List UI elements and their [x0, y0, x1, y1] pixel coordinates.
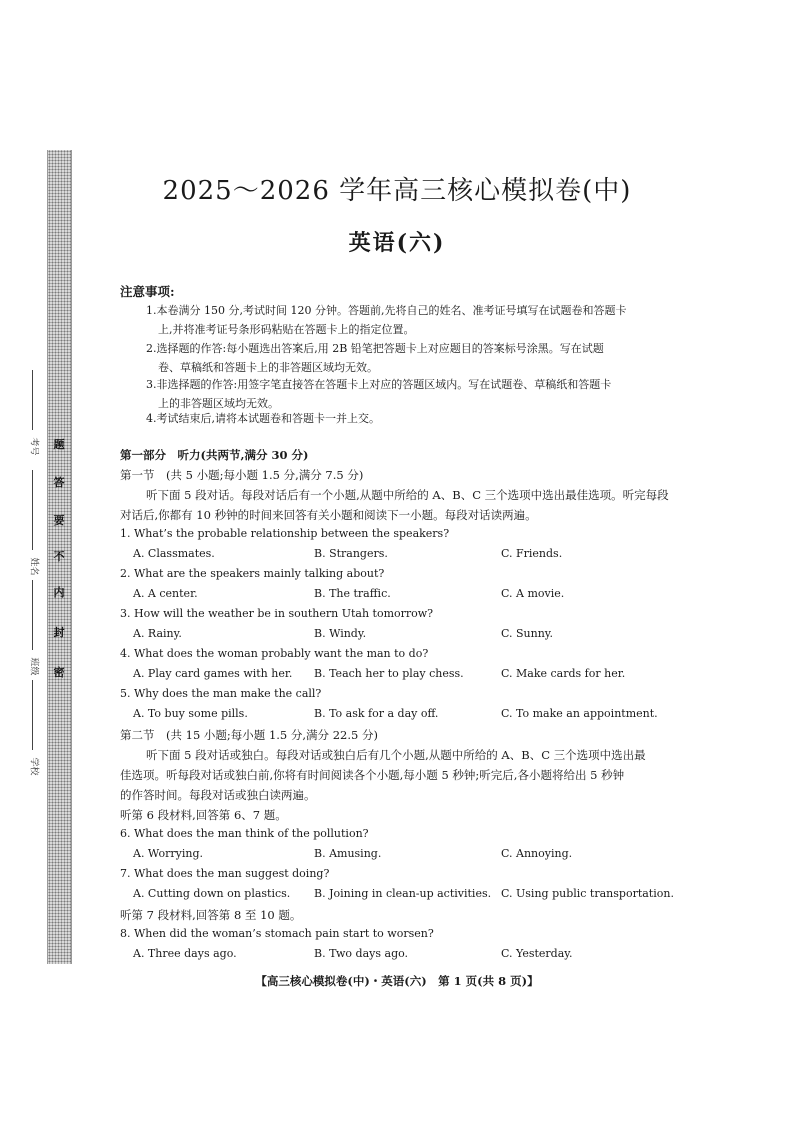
part1-heading: 第一部分 听力(共两节,满分 30 分): [120, 448, 309, 462]
id-blank-line: [32, 470, 33, 550]
margin-label: 姓名: [28, 557, 39, 576]
page-footer: 【高三核心模拟卷(中)・英语(六) 第 1 页(共 8 页)】: [255, 974, 539, 988]
option-a: A. A center.: [133, 587, 198, 600]
material-note: 听第 6 段材料,回答第 6、7 题。: [120, 808, 287, 822]
seal-char: 密: [53, 666, 65, 679]
question-stem: 5. Why does the man make the call?: [120, 687, 322, 700]
option-b: B. Two days ago.: [314, 947, 409, 960]
notice-line: 4.考试结束后,请将本试题卷和答题卡一并上交。: [146, 412, 380, 425]
option-a: A. Worrying.: [133, 847, 203, 860]
option-b: B. Teach her to play chess.: [314, 667, 464, 680]
seal-char: 内: [53, 586, 65, 599]
option-a: A. Rainy.: [133, 627, 182, 640]
option-a: A. To buy some pills.: [133, 707, 248, 720]
question-stem: 3. How will the weather be in southern Utah tomorrow?: [120, 607, 434, 620]
seal-char: 答: [53, 476, 65, 489]
option-a: A. Cutting down on plastics.: [133, 887, 291, 900]
option-c: C. Sunny.: [501, 627, 554, 640]
seal-char: 要: [53, 514, 65, 527]
question-stem: 6. What does the man think of the pollution?: [120, 827, 369, 840]
option-b: B. Amusing.: [314, 847, 382, 860]
option-c: C. Yesterday.: [501, 947, 573, 960]
notice-line: 2.选择题的作答:每小题选出答案后,用 2B 铅笔把答题卡上对应题目的答案标号涂黑。写在试题: [146, 342, 604, 355]
option-c: C. A movie.: [501, 587, 565, 600]
school-blank-line: [32, 680, 33, 750]
margin-label: 学校: [28, 757, 39, 776]
option-c: C. Friends.: [501, 547, 563, 560]
notice-line: 3.非选择题的作答:用签字笔直接答在答题卡上对应的答题区域内。写在试题卷、草稿纸和答题卡: [146, 378, 612, 391]
question-stem: 2. What are the speakers mainly talking about?: [120, 567, 385, 580]
option-b: B. Strangers.: [314, 547, 388, 560]
exam-title: 2025～2026 学年高三核心模拟卷(中): [162, 176, 632, 206]
option-a: A. Classmates.: [133, 547, 215, 560]
margin-label: 班级: [28, 657, 39, 676]
section2-instruction: 的作答时间。每段对话或独白读两遍。: [120, 788, 316, 802]
name-blank-line: [32, 370, 33, 430]
section2-instruction: 佳选项。听每段对话或独白前,你将有时间阅读各个小题,每小题 5 秒钟;听完后,各小题将给出 5 秒钟: [120, 768, 625, 782]
margin-label: 考号: [28, 437, 39, 456]
option-a: A. Play card games with her.: [133, 667, 293, 680]
option-c: C. Annoying.: [501, 847, 573, 860]
question-stem: 8. When did the woman’s stomach pain start to worsen?: [120, 927, 434, 940]
seal-char: 不: [53, 550, 65, 563]
section2-heading: 第二节 (共 15 小题;每小题 1.5 分,满分 22.5 分): [120, 728, 378, 742]
section1-instruction: 对话后,你都有 10 秒钟的时间来回答有关小题和阅读下一小题。每段对话读两遍。: [120, 508, 537, 522]
notice-line: 1.本卷满分 150 分,考试时间 120 分钟。答题前,先将自己的姓名、准考证号填写在试题卷和答题卡: [146, 304, 627, 317]
option-a: A. Three days ago.: [133, 947, 237, 960]
option-c: C. Using public transportation.: [501, 887, 674, 900]
option-c: C. Make cards for her.: [501, 667, 626, 680]
notice-heading: 注意事项:: [120, 284, 175, 299]
question-stem: 4. What does the woman probably want the man to do?: [120, 647, 429, 660]
section2-instruction: 听下面 5 段对话或独白。每段对话或独白后有几个小题,从题中所给的 A、B、C 三个选项中选出最: [146, 748, 646, 762]
exam-subtitle: 英语(六): [348, 230, 446, 256]
option-c: C. To make an appointment.: [501, 707, 658, 720]
question-stem: 7. What does the man suggest doing?: [120, 867, 330, 880]
section1-instruction: 听下面 5 段对话。每段对话后有一个小题,从题中所给的 A、B、C 三个选项中选出最佳选项。听完每段: [146, 488, 669, 502]
option-b: B. To ask for a day off.: [314, 707, 439, 720]
notice-line: 上,并将准考证号条形码粘贴在答题卡上的指定位置。: [158, 323, 415, 336]
section1-heading: 第一节 (共 5 小题;每小题 1.5 分,满分 7.5 分): [120, 468, 364, 482]
notice-line: 卷、草稿纸和答题卡上的非答题区域均无效。: [158, 361, 378, 374]
option-b: B. Windy.: [314, 627, 367, 640]
notice-line: 上的非答题区域均无效。: [158, 397, 279, 410]
seal-char: 题: [53, 438, 65, 451]
class-blank-line: [32, 580, 33, 650]
question-stem: 1. What’s the probable relationship between the speakers?: [120, 527, 450, 540]
material-note: 听第 7 段材料,回答第 8 至 10 题。: [120, 908, 302, 922]
option-b: B. Joining in clean-up activities.: [314, 887, 492, 900]
seal-char: 封: [53, 626, 65, 639]
option-b: B. The traffic.: [314, 587, 391, 600]
